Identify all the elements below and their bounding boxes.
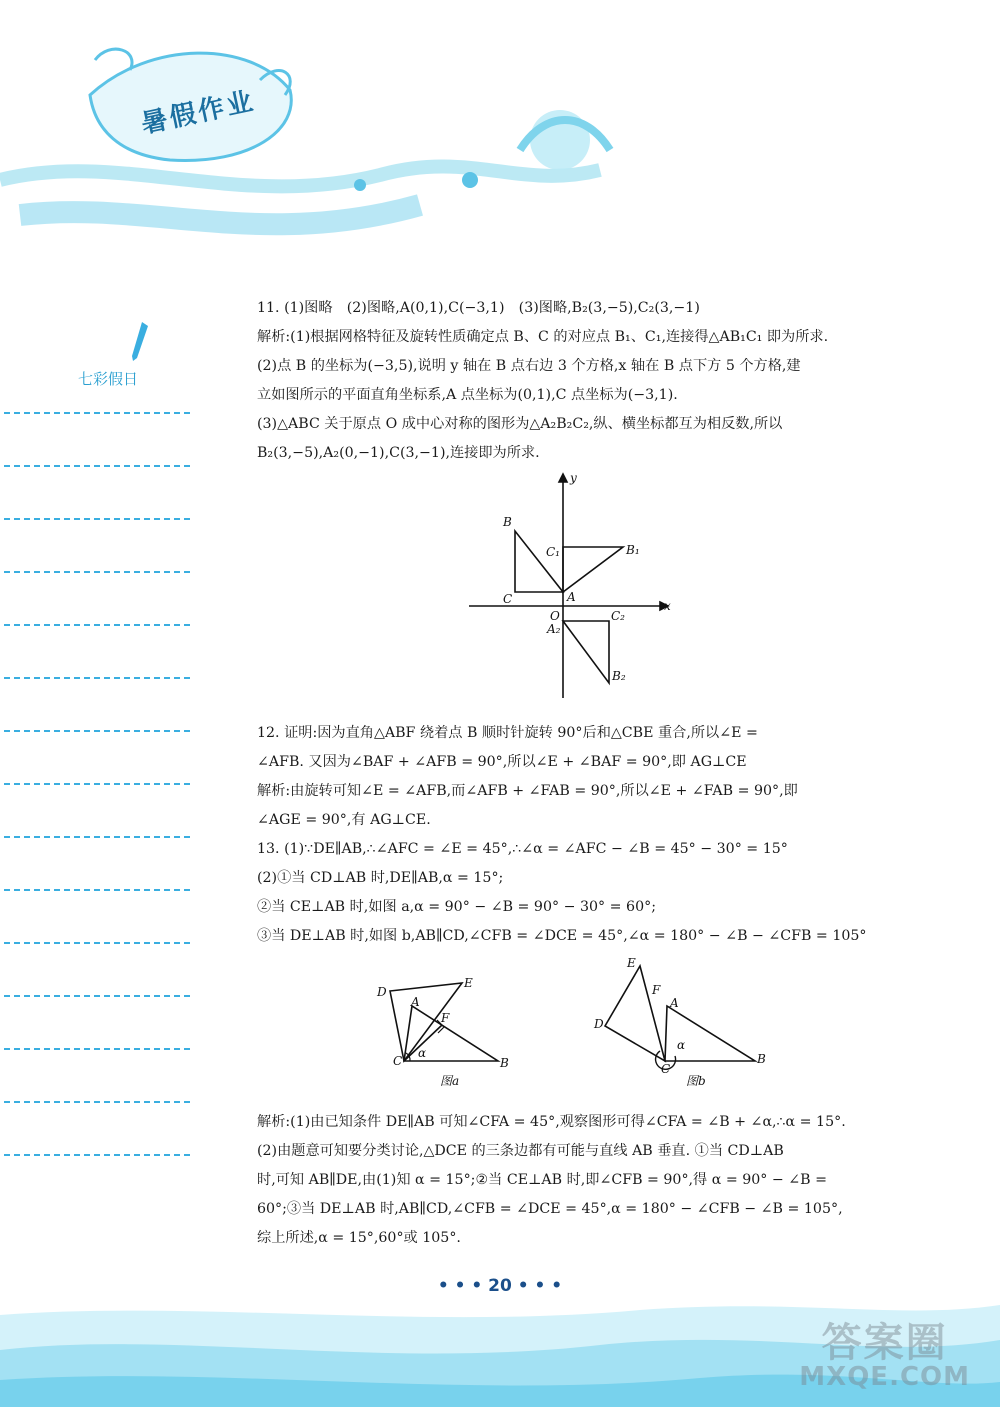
label-a2: A₂	[547, 622, 561, 636]
note-line	[4, 730, 190, 732]
triangle-a2b2c2	[563, 621, 609, 683]
text-line: (2)①当 CD⊥AB 时,DE∥AB,α = 15°;	[257, 870, 504, 886]
text-line: 60°;③当 DE⊥AB 时,AB∥CD,∠CFB = ∠DCE = 45°,α = 180° − ∠CFB − ∠B = 105°,	[257, 1201, 843, 1217]
text-line: (3)△ABC 关于原点 O 成中心对称的图形为△A₂B₂C₂,纵、横坐标都互为相反数,所以	[257, 416, 783, 432]
label-a: A	[567, 590, 576, 604]
text-line: 时,可知 AB∥DE,由(1)知 α = 15°;②当 CE⊥AB 时,即∠CFB = 90°,得 α = 90° − ∠B =	[257, 1172, 828, 1188]
note-line	[4, 889, 190, 891]
text-line: 解析:(1)根据网格特征及旋转性质确定点 B、C 的对应点 B₁、C₁,连接得△AB₁C₁ 即为所求.	[257, 329, 829, 345]
note-line	[4, 836, 190, 838]
fig-b-caption: 图b	[686, 1074, 706, 1088]
text-line: ∠AGE = 90°,有 AG⊥CE.	[257, 812, 431, 828]
fig-b-label-a: A	[670, 996, 679, 1010]
watermark	[799, 1322, 970, 1391]
text-line: 11. (1)图略 (2)图略,A(0,1),C(−3,1) (3)图略,B₂(3,−5),C₂(3,−1)	[257, 300, 700, 316]
fig-b-label-c: C	[661, 1062, 671, 1076]
note-line	[4, 783, 190, 785]
note-line	[4, 624, 190, 626]
note-line	[4, 518, 190, 520]
text-line: ∠AFB. 又因为∠BAF + ∠AFB = 90°,所以∠E + ∠BAF = 90°,即 AG⊥CE	[257, 754, 747, 770]
fig-b-label-e: E	[627, 956, 636, 970]
note-line	[4, 571, 190, 573]
watermark-line2: MXQE.COM	[799, 1362, 970, 1392]
text-line: (2)由题意可知要分类讨论,△DCE 的三条边都有可能与直线 AB 垂直. ①当 CD⊥AB	[257, 1143, 784, 1159]
fig-a-alpha: α	[418, 1046, 427, 1060]
fig-b-label-b: B	[757, 1052, 766, 1066]
note-line	[4, 677, 190, 679]
note-line	[4, 465, 190, 467]
fig-a-label-a: A	[411, 995, 420, 1009]
sidebar-label: 七彩假日	[78, 370, 139, 388]
note-line	[4, 942, 190, 944]
answer-content	[257, 294, 889, 1253]
fig-b-label-d: D	[594, 1017, 604, 1031]
triangle-figures	[257, 951, 889, 1097]
label-b1: B₁	[626, 543, 640, 557]
text-line: ②当 CE⊥AB 时,如图 a,α = 90° − ∠B = 90° − 30° = 60°;	[257, 899, 656, 915]
text-line: 综上所述,α = 15°,60°或 105°.	[257, 1230, 461, 1246]
label-c: C	[503, 592, 513, 606]
note-line	[4, 1154, 190, 1156]
triangle-abc	[515, 531, 563, 592]
fig-a-label-b: B	[500, 1056, 509, 1070]
fig-a-label-e: E	[464, 976, 473, 990]
text-line: 12. 证明:因为直角△ABF 绕着点 B 顺时针旋转 90°后和△CBE 重合,所以∠E =	[257, 725, 758, 741]
header-decoration	[0, 0, 700, 260]
note-line	[4, 1101, 190, 1103]
text-line: ③当 DE⊥AB 时,如图 b,AB∥CD,∠CFB = ∠DCE = 45°,∠α = 180° − ∠B − ∠CFB = 105°	[257, 928, 867, 944]
coordinate-figure	[257, 468, 889, 708]
fig-b-alpha: α	[677, 1038, 686, 1052]
page-number: • • • 20 • • •	[437, 1276, 563, 1296]
note-line	[4, 412, 190, 414]
text-line: (2)点 B 的坐标为(−3,5),说明 y 轴在 B 点右边 3 个方格,x 轴在 B 点下方 5 个方格,建	[257, 358, 801, 374]
label-b2: B₂	[612, 669, 626, 683]
label-x: x	[664, 599, 671, 613]
triangle-dce-b	[605, 966, 665, 1061]
label-c1: C₁	[546, 545, 560, 559]
triangle-ab1c1	[563, 547, 623, 592]
text-line: 解析:(1)由已知条件 DE∥AB 可知∠CFA = 45°,观察图形可得∠CFA = ∠B + ∠α,∴α = 15°.	[257, 1114, 846, 1130]
text-line: 解析:由旋转可知∠E = ∠AFB,而∠AFB + ∠FAB = 90°,所以∠E + ∠FAB = 90°,即	[257, 783, 798, 799]
fig-b-label-f: F	[652, 983, 661, 997]
label-y: y	[570, 471, 577, 485]
text-line: 13. (1)∵DE∥AB,∴∠AFC = ∠E = 45°,∴∠α = ∠AFC − ∠B = 45° − 30° = 15°	[257, 841, 788, 857]
watermark-line1: 答案圈	[821, 1320, 948, 1366]
note-line	[4, 1048, 190, 1050]
fig-a-label-c: C	[393, 1054, 403, 1068]
pen-icon	[130, 320, 150, 365]
label-b: B	[503, 515, 512, 529]
fig-a-label-f: F	[441, 1011, 450, 1025]
header-title: 暑假作业	[138, 86, 259, 140]
text-line: B₂(3,−5),A₂(0,−1),C(3,−1),连接即为所求.	[257, 445, 540, 461]
note-line	[4, 995, 190, 997]
label-c2: C₂	[611, 609, 625, 623]
fig-a-label-d: D	[377, 985, 387, 999]
triangle-abc-b	[665, 1006, 755, 1061]
fig-a-caption: 图a	[440, 1074, 460, 1088]
label-o: O	[550, 609, 560, 623]
text-line: 立如图所示的平面直角坐标系,A 点坐标为(0,1),C 点坐标为(−3,1).	[257, 387, 678, 403]
